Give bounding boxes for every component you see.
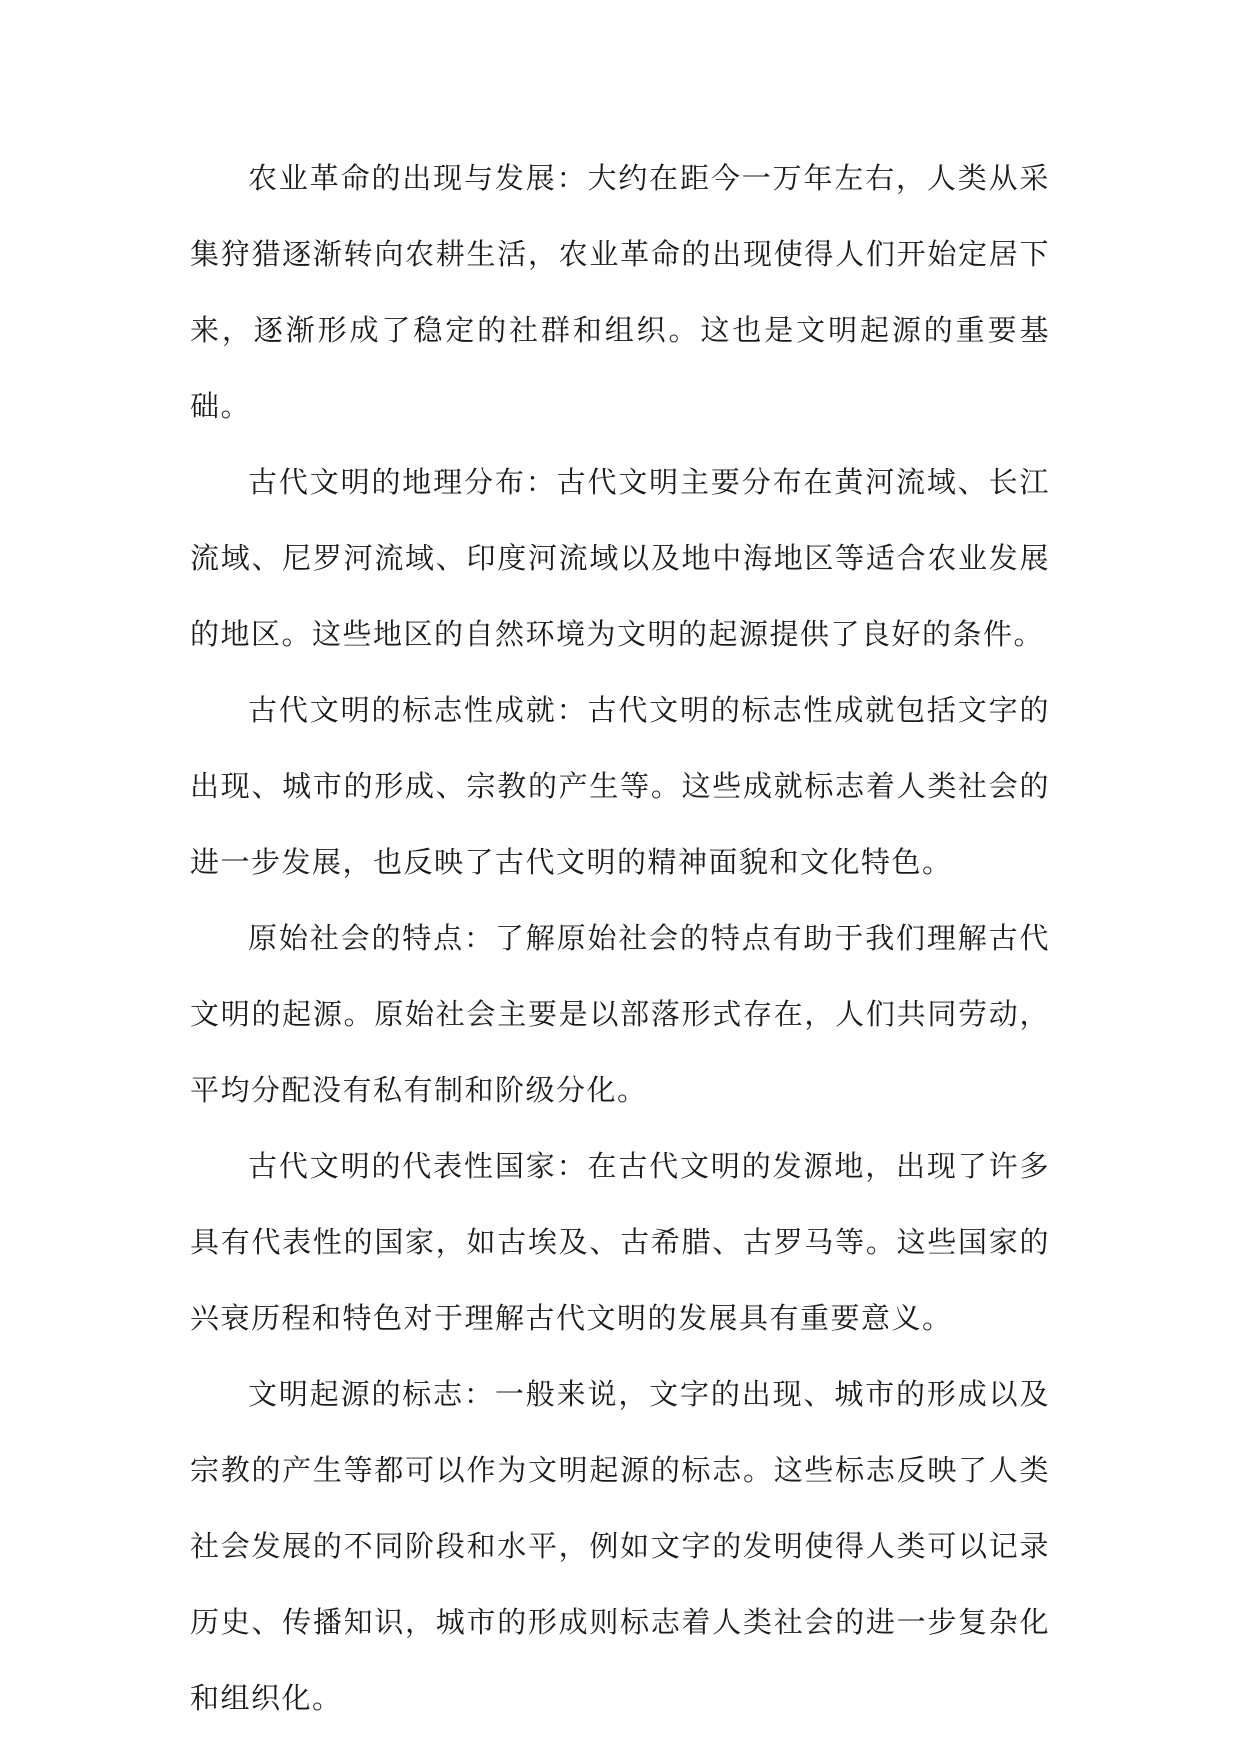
document-body	[190, 140, 1050, 1736]
paragraph-landmark-achievements: 古代文明的标志性成就：古代文明的标志性成就包括文字的出现、城市的形成、宗教的产生等。这些成就标志着人类社会的进一步发展，也反映了古代文明的精神面貌和文化特色。	[190, 693, 1050, 879]
paragraph-primitive-society: 原始社会的特点：了解原始社会的特点有助于我们理解古代文明的起源。原始社会主要是以部落形式存在，人们共同劳动，平均分配没有私有制和阶级分化。	[190, 921, 1050, 1107]
paragraph-civilization-markers: 文明起源的标志：一般来说，文字的出现、城市的形成以及宗教的产生等都可以作为文明起源的标志。这些标志反映了人类社会发展的不同阶段和水平，例如文字的发明使得人类可以记录历史、传播知识，城市的形成则标志着人类社会的进一步复杂化和组织化。	[190, 1377, 1050, 1715]
paragraph-representative-states: 古代文明的代表性国家：在古代文明的发源地，出现了许多具有代表性的国家，如古埃及、古希腊、古罗马等。这些国家的兴衰历程和特色对于理解古代文明的发展具有重要意义。	[190, 1149, 1050, 1335]
paragraph-agricultural-revolution: 农业革命的出现与发展：大约在距今一万年左右，人类从采集狩猎逐渐转向农耕生活，农业革命的出现使得人们开始定居下来，逐渐形成了稳定的社群和组织。这也是文明起源的重要基础。	[190, 161, 1050, 423]
paragraph-geographic-distribution: 古代文明的地理分布：古代文明主要分布在黄河流域、长江流域、尼罗河流域、印度河流域以及地中海地区等适合农业发展的地区。这些地区的自然环境为文明的起源提供了良好的条件。	[190, 465, 1050, 651]
